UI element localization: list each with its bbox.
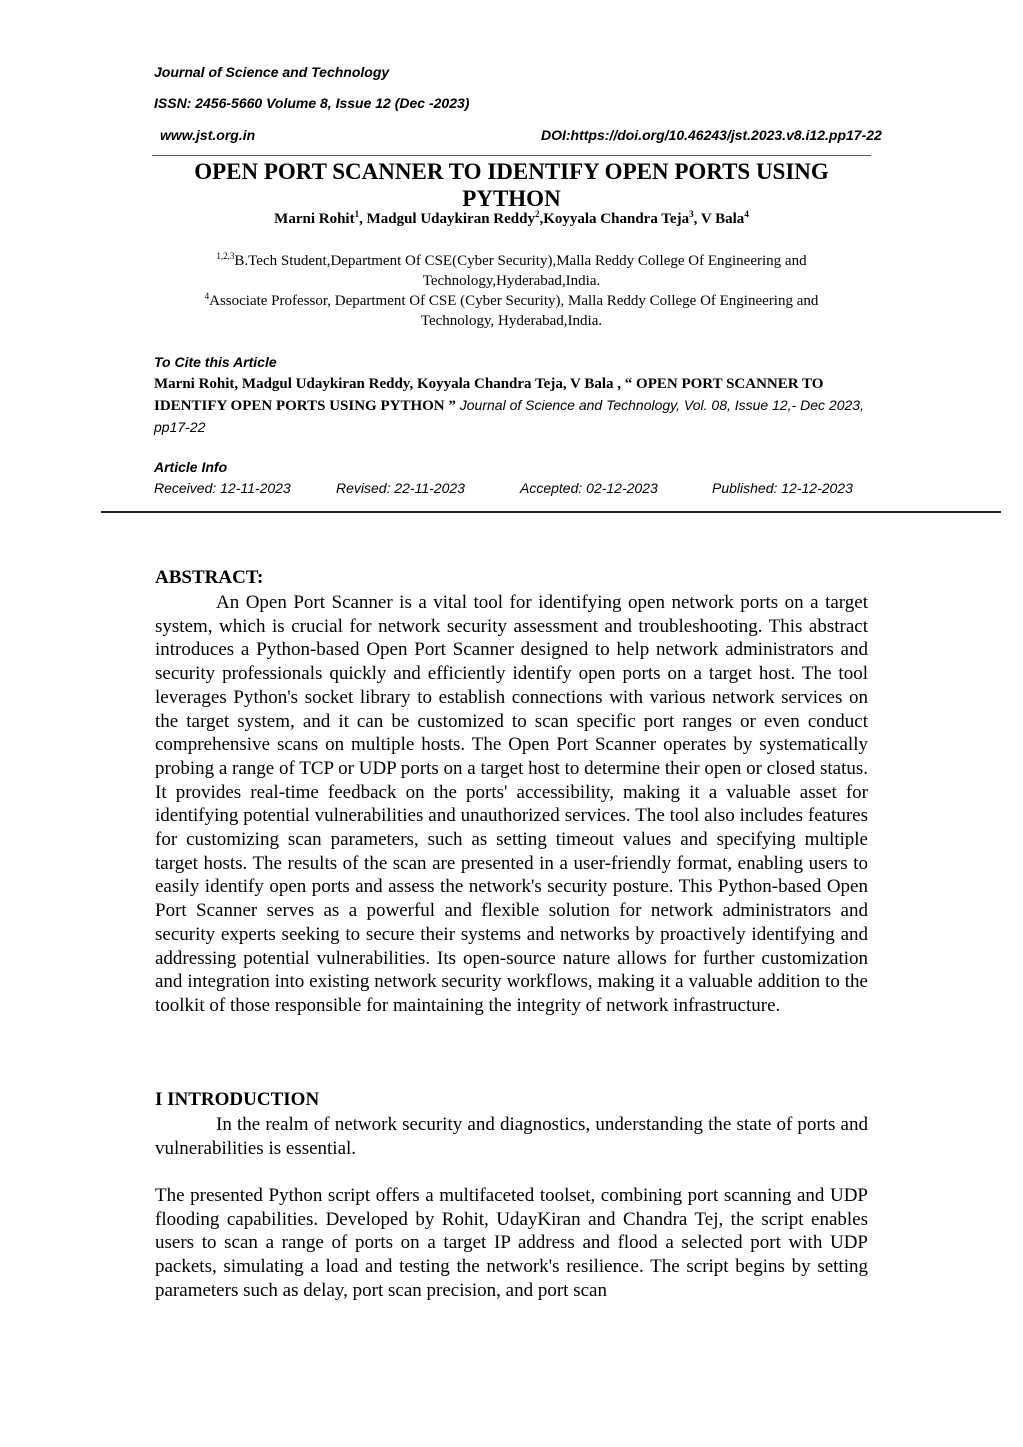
author-sup: 4: [744, 209, 749, 219]
affiliation-2: [152, 291, 871, 331]
affiliation-line: Technology, Hyderabad,India.: [420, 313, 603, 329]
author-sup: 2: [534, 209, 540, 219]
journal-website: www.jst.org.in: [160, 127, 256, 143]
affiliation-line: Associate Professor, Department Of CSE (Cyber Security), Malla Reddy College Of Engineering and: [209, 293, 819, 309]
author-sup: 1: [354, 209, 360, 219]
citation-heading: To Cite this Article: [154, 354, 277, 370]
paper-title: OPEN PORT SCANNER TO IDENTIFY OPEN PORTS USING PYTHON: [194, 159, 829, 211]
author-sep: ,: [359, 211, 367, 227]
author-sup: 3: [689, 209, 694, 219]
citation-authors-title: Marni Rohit, Madgul Udaykiran Reddy, Koyyala Chandra Teja, V Bala , “ OPEN PORT SCANNER TO IDENTIFY OPEN PORTS USING PYTHON ”: [154, 376, 824, 414]
journal-doi: DOI:https://doi.org/10.46243/jst.2023.v8.i12.pp17-22: [541, 127, 882, 143]
journal-issn: ISSN: 2456-5660 Volume 8, Issue 12 (Dec -2023): [154, 95, 470, 111]
citation-source: Journal of Science and Technology, Vol. 08, Issue 12,- Dec 2023, pp17-22: [154, 397, 864, 435]
author-name: Marni Rohit: [274, 211, 355, 227]
abstract-heading: ABSTRACT:: [155, 567, 264, 588]
header-divider: [152, 155, 871, 156]
introduction-paragraph-1: In the realm of network security and diagnostics, understanding the state of ports and vulnerabilities is essential.: [155, 1114, 868, 1159]
received-date: Received: 12-11-2023: [154, 480, 291, 496]
article-info-divider: [101, 511, 1001, 513]
revised-date: Revised: 22-11-2023: [336, 480, 465, 496]
affiliation-sup: 1,2,3: [216, 251, 235, 261]
author-name: V Bala: [700, 211, 745, 227]
author-list: [152, 211, 871, 228]
affiliation-line: Technology,Hyderabad,India.: [422, 273, 601, 289]
accepted-date: Accepted: 02-12-2023: [520, 480, 658, 496]
article-info-heading: Article Info: [154, 459, 228, 475]
journal-name: Journal of Science and Technology: [154, 64, 390, 80]
abstract-text: An Open Port Scanner is a vital tool for identifying open network ports on a target system, which is crucial for network security assessment and troubleshooting. This abstract introduces a Python-based Open Port Scanner designed to help network administrators and security professionals quickly and efficiently identify open ports on a target host. The tool leverages Python's socket library to establish connections with various network services on the target system, and it can be customized to scan specific port ranges or even conduct comprehensive scans on multiple hosts. The Open Port Scanner operates by systematically probing a range of TCP or UDP ports on a target host to determine their open or closed status. It provides real-time feedback on the ports' accessibility, making it a valuable asset for identifying potential vulnerabilities and unauthorized services. The tool also includes features for customizing scan parameters, such as setting timeout values and specifying multiple target hosts. The results of the scan are presented in a user-friendly format, enabling users to easily identify open ports and assess the network's security posture. This Python-based Open Port Scanner serves as a powerful and flexible solution for network administrators and security experts seeking to secure their systems and networks by proactively identifying and addressing potential vulnerabilities. Its open-source nature allows for further customization and integration into existing network security workflows, making it a valuable addition to the toolkit of those responsible for maintaining the integrity of network infrastructure.: [155, 592, 868, 1016]
author-sep: ,: [693, 211, 701, 227]
published-date: Published: 12-12-2023: [712, 480, 853, 496]
affiliation-sup: 4: [204, 291, 210, 301]
citation-text: [154, 374, 870, 439]
author-name: Koyyala Chandra Teja: [543, 211, 690, 227]
affiliation-1: [152, 251, 871, 291]
author-name: Madgul Udaykiran Reddy: [366, 211, 535, 227]
introduction-heading: I INTRODUCTION: [155, 1089, 320, 1110]
introduction-paragraph-2: The presented Python script offers a multifaceted toolset, combining port scanning and UDP flooding capabilities. Developed by Rohit, UdayKiran and Chandra Tej, the script enables users to scan a range of ports on a target IP address and flood a selected port with UDP packets, simulating a load and testing the network's resilience. The script begins by setting parameters such as delay, port scan precision, and port scan: [155, 1185, 868, 1301]
author-sep: ,: [539, 211, 544, 227]
affiliation-line: B.Tech Student,Department Of CSE(Cyber Security),Malla Reddy College Of Engineering and: [234, 253, 807, 269]
